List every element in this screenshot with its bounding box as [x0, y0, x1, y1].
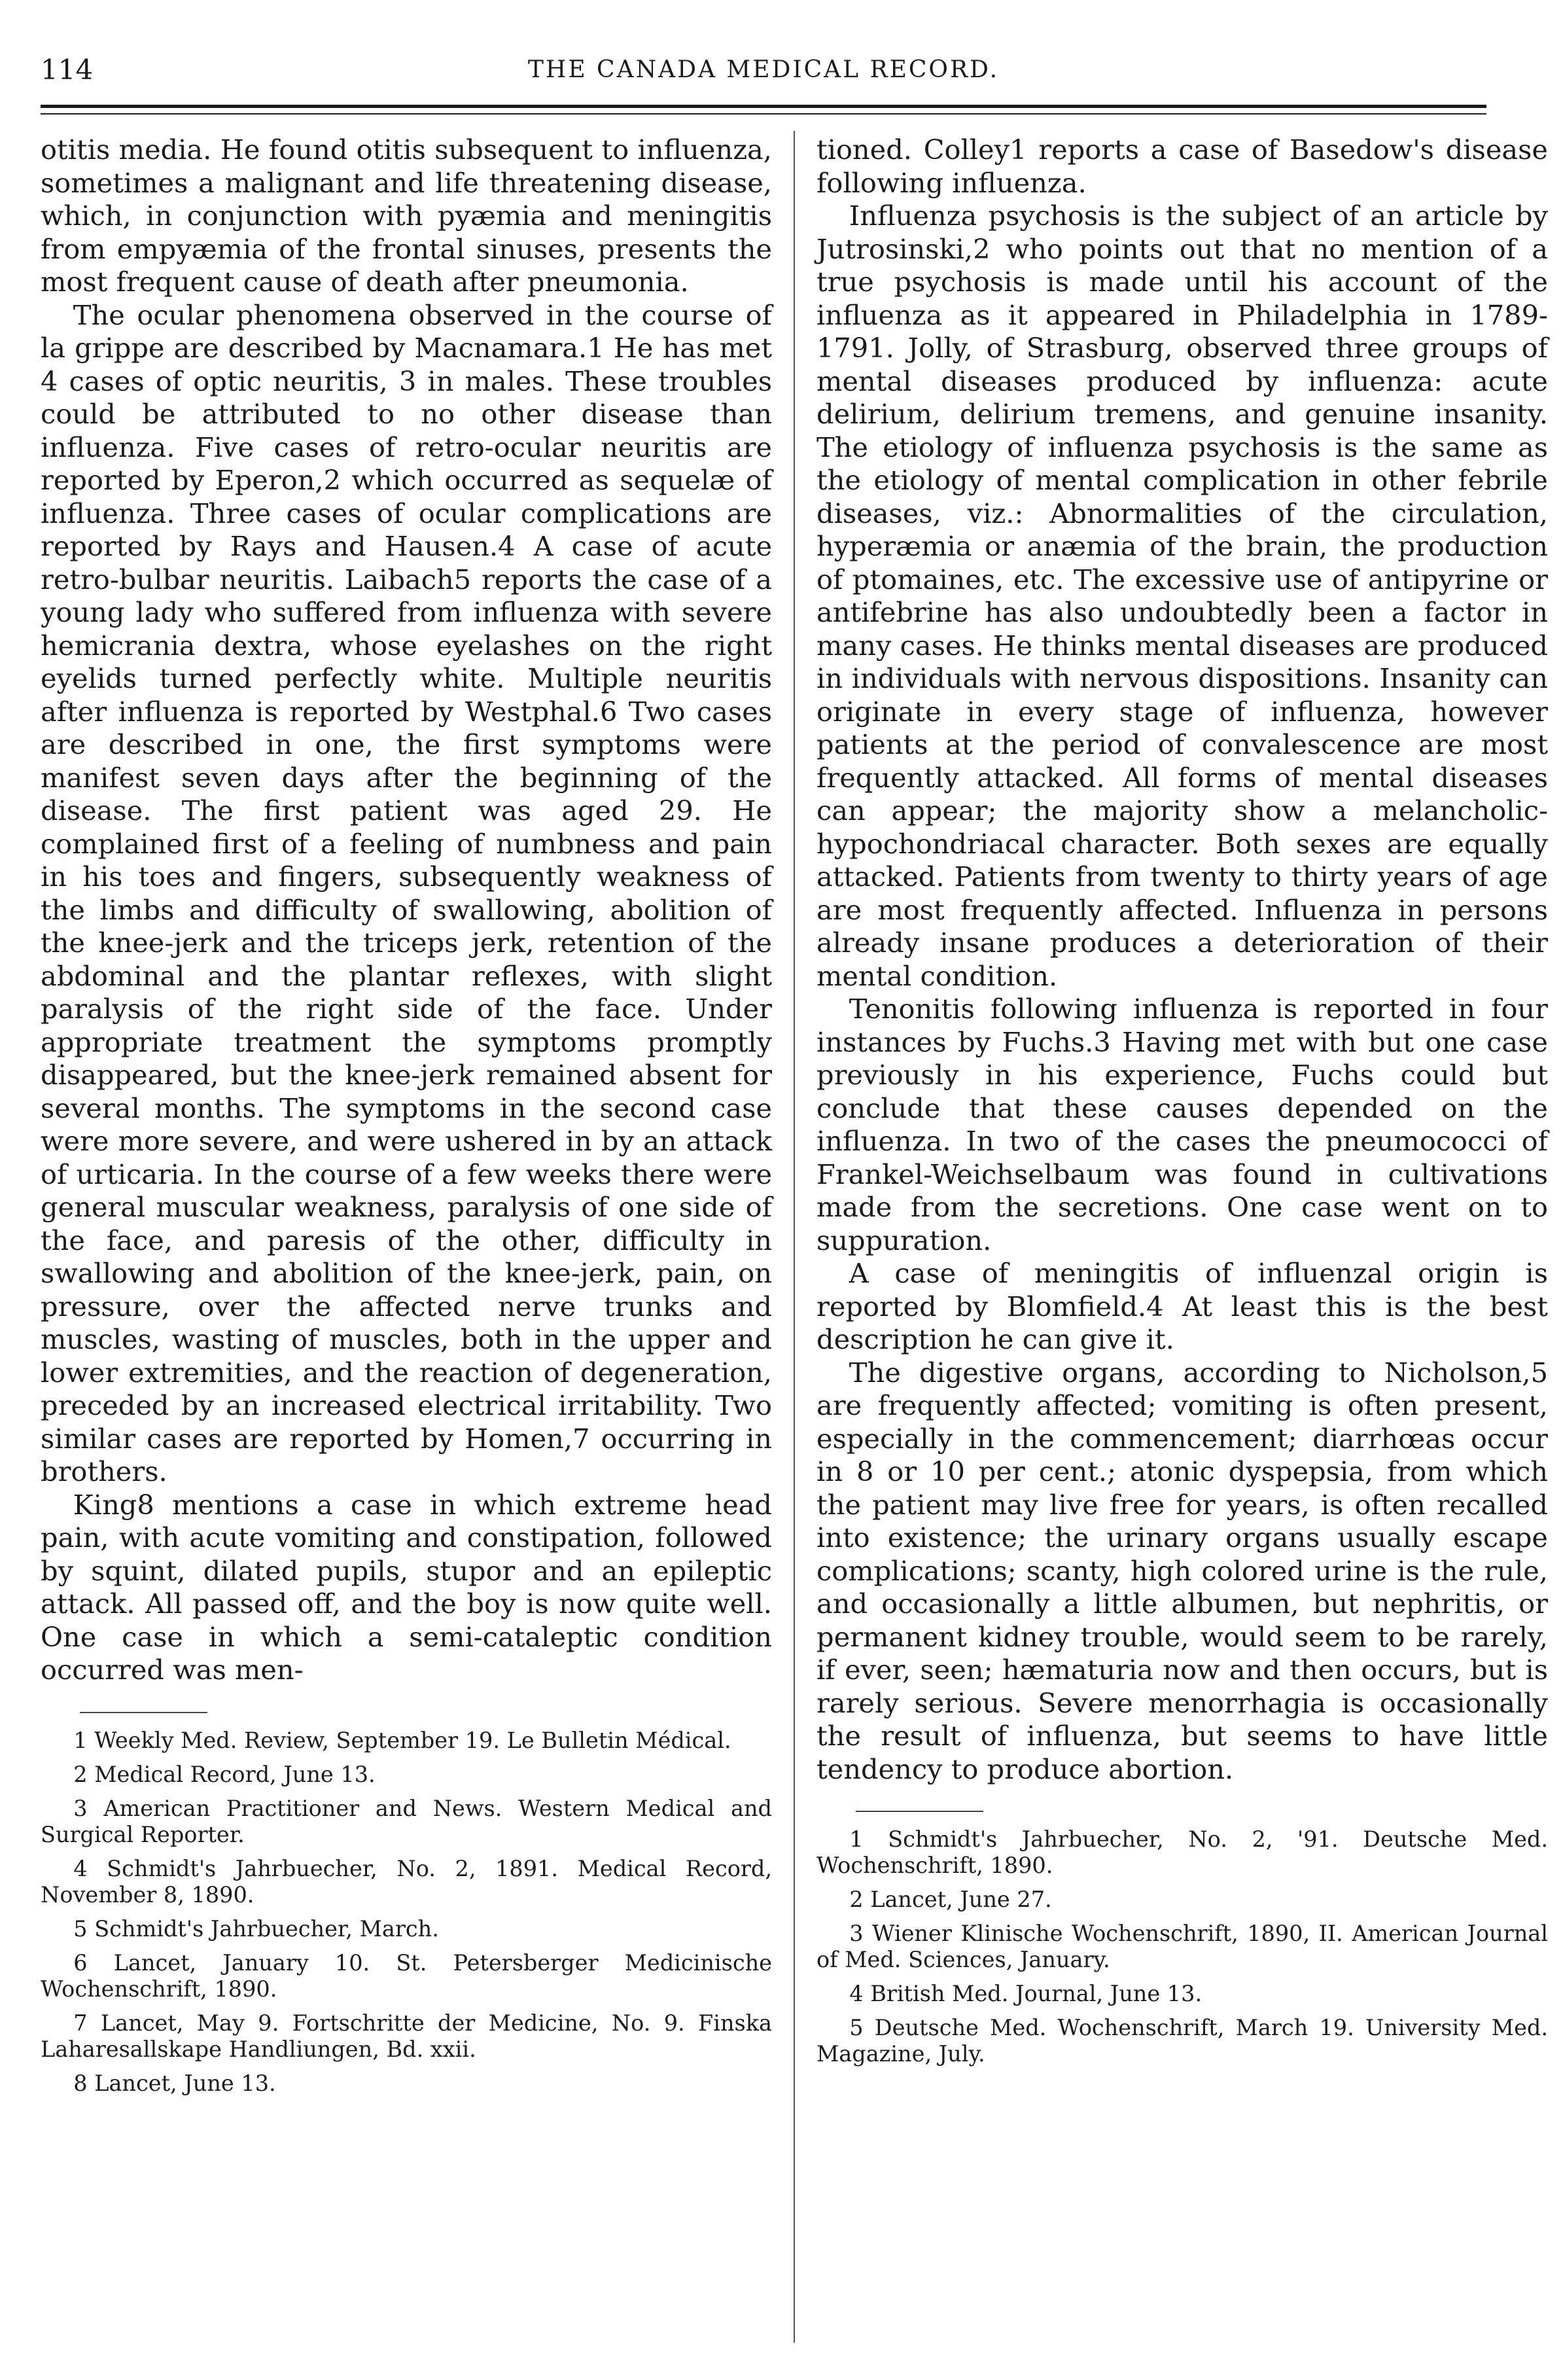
left-footnotes	[41, 1728, 772, 2097]
paragraph: Tenonitis following influenza is reported in four instances by Fuchs.3 Having met with but one case previously in his experience, Fuchs could but conclude that these causes depended on the influenza. In two of the cases the pneumococci of Frankel-Weichselbaum was found in cultivations made from the secretions. One case went on to suppuration.	[817, 993, 1548, 1256]
footnote-rule	[80, 1712, 207, 1713]
left-column	[41, 133, 772, 2105]
footnote: 5 Schmidt's Jahrbuecher, March.	[73, 1915, 439, 1942]
left-column-body	[41, 133, 772, 1687]
paragraph: A case of meningitis of influenzal origin is reported by Blomfield.4 At least this is the best description he can give it.	[817, 1257, 1548, 1355]
right-column-body	[817, 133, 1548, 1786]
page-number: 114	[41, 54, 94, 86]
right-footnotes	[817, 1826, 1548, 2067]
right-column	[817, 133, 1548, 2075]
paragraph: Influenza psychosis is the subject of an article by Jutrosinski,2 who points out that no mention of a true psychosis is made until his account of the influenza as it appeared in Philadelphia in 1789-1791. Jolly, of Strasburg, observed three groups of mental diseases produced by influenza: acute delirium, delirium tremens, and genuine insanity. The etiology of influenza psychosis is the same as the etiology of mental complication in other febrile diseases, viz.: Abnormalities of the circulation, hyperæmia or anæmia of the brain, the production of ptomaines, etc. The excessive use of antipyrine or antifebrine has also undoubtedly been a factor in many cases. He thinks mental diseases are produced in individuals with nervous dispositions. Insanity can originate in every stage of influenza, however patients at the period of convalescence are most frequently attacked. All forms of mental diseases can appear; the majority show a melancholic-hypochondriacal character. Both sexes are equally attacked. Patients from twenty to thirty years of age are most frequently affected. Influenza in persons already insane produces a deterioration of their mental condition.	[817, 200, 1548, 992]
page-header	[41, 51, 1486, 103]
column-divider	[794, 131, 795, 2343]
journal-title: THE CANADA MEDICAL RECORD.	[527, 56, 1000, 83]
footnote: 3 American Practitioner and News. Western Medical and Surgical Reporter.	[41, 1795, 772, 1847]
paragraph: The digestive organs, according to Nicholson,5 are frequently affected; vomiting is often present, especially in the commencement; diarrhœas occur in 8 or 10 per cent.; atonic dyspepsia, from which the patient may live free for years, is often recalled into existence; the urinary organs usually escape complications; scanty, high colored urine is the rule, and occasionally a little albumen, but nephritis, or permanent kidney trouble, would seem to be rarely, if ever, seen; hæmaturia now and then occurs, but is rarely serious. Severe menorrhagia is occasionally the result of influenza, but seems to have little tendency to produce abortion.	[817, 1356, 1548, 1785]
footnote: 7 Lancet, May 9. Fortschritte der Medicine, No. 9. Finska Laharesallskape Handliungen, Bd. xxii.	[41, 2010, 772, 2062]
paragraph: tioned. Colley1 reports a case of Basedow's disease following influenza.	[817, 133, 1548, 199]
footnote: 3 Wiener Klinische Wochenschrift, 1890, II. American Journal of Med. Sciences, January.	[817, 1921, 1548, 1972]
paragraph: The ocular phenomena observed in the course of la grippe are described by Macnamara.1 He has met 4 cases of optic neuritis, 3 in males. These troubles could be attributed to no other disease than influenza. Five cases of retro-ocular neuritis are reported by Eperon,2 which occurred as sequelæ of influenza. Three cases of ocular complications are reported by Rays and Hausen.4 A case of acute retro-bulbar neuritis. Laibach5 reports the case of a young lady who suffered from influenza with severe hemicrania dextra, whose eyelashes on the right eyelids turned perfectly white. Multiple neuritis after influenza is reported by Westphal.6 Two cases are described in one, the first symptoms were manifest seven days after the beginning of the disease. The first patient was aged 29. He complained first of a feeling of numbness and pain in his toes and fingers, subsequently weakness of the limbs and difficulty of swallowing, abolition of the knee-jerk and the triceps jerk, retention of the abdominal and the plantar reflexes, with slight paralysis of the right side of the face. Under appropriate treatment the symptoms promptly disappeared, but the knee-jerk remained absent for several months. The symptoms in the second case were more severe, and were ushered in by an attack of urticaria. In the course of a few weeks there were general muscular weakness, paralysis of one side of the face, and paresis of the other, difficulty in swallowing and abolition of the knee-jerk, pain, on pressure, over the affected nerve trunks and muscles, wasting of muscles, both in the upper and lower extremities, and the reaction of degeneration, preceded by an increased electrical irritability. Two similar cases are reported by Homen,7 occurring in brothers.	[41, 298, 772, 1487]
footnote: 1 Schmidt's Jahrbuecher, No. 2, '91. Deutsche Med. Wochenschrift, 1890.	[817, 1826, 1548, 1878]
footnote: 4 Schmidt's Jahrbuecher, No. 2, 1891. Medical Record, November 8, 1890.	[41, 1855, 772, 1908]
header-rule-thin	[41, 113, 1486, 115]
footnote: 4 British Med. Journal, June 13.	[849, 1981, 1203, 2006]
footnote: 2 Medical Record, June 13.	[73, 1761, 376, 1787]
footnote-rule	[856, 1811, 983, 1812]
footnote: 2 Lancet, June 27.	[849, 1887, 1052, 1912]
paragraph: otitis media. He found otitis subsequent to influenza, sometimes a malignant and life threatening disease, which, in conjunction with pyæmia and meningitis from empyæmia of the frontal sinuses, presents the most frequent cause of death after pneumonia.	[41, 133, 772, 298]
footnote: 5 Deutsche Med. Wochenschrift, March 19. University Med. Magazine, July.	[817, 2015, 1548, 2067]
footnote: 8 Lancet, June 13.	[73, 2070, 276, 2096]
paragraph: King8 mentions a case in which extreme head pain, with acute vomiting and constipation, followed by squint, dilated pupils, stupor and an epileptic attack. All passed off, and the boy is now quite well. One case in which a semi-cataleptic condition occurred was men-	[41, 1488, 772, 1686]
footnote: 1 Weekly Med. Review, September 19. Le Bulletin Médical.	[73, 1727, 731, 1753]
footnote: 6 Lancet, January 10. St. Petersberger Medicinische Wochenschrift, 1890.	[41, 1949, 772, 2002]
header-rule-thick	[41, 105, 1486, 108]
